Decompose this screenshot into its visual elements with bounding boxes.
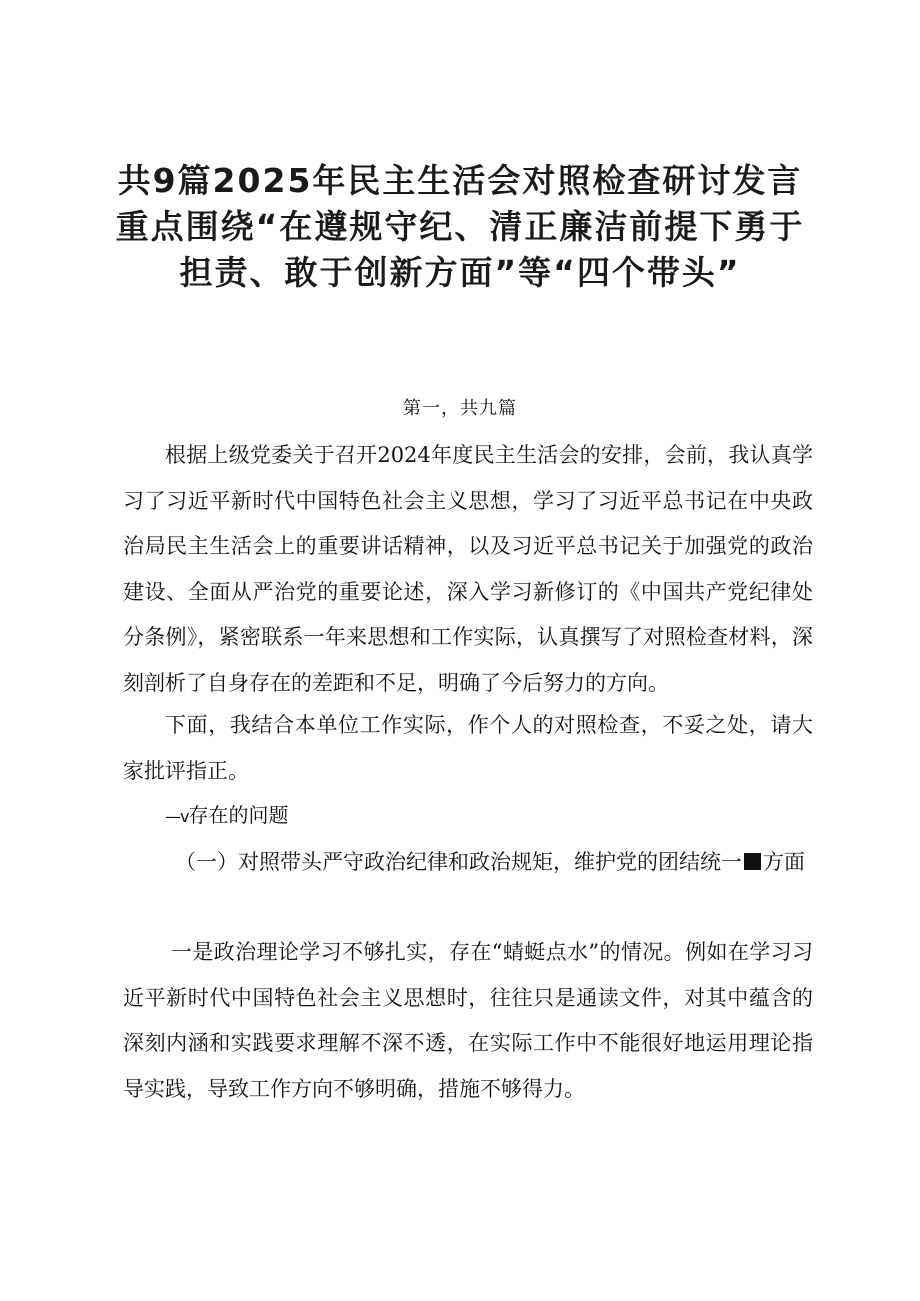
black-square-icon (744, 853, 761, 870)
paragraph-item-one (123, 840, 813, 886)
title-line-3: 担责、敢于创新方面”等“四个带头” (179, 253, 741, 292)
section-heading: 第一，共九篇 (403, 398, 517, 419)
paragraph-point-one: 一是政治理论学习不够扎实，存在“蜻蜓点水”的情况。例如在学习习近平新时代中国特色社会主义思想时，往往只是通读文件，对其中蕴含的深刻内涵和实践要求理解不深不透，在实际工作中不能很好地运用理论指导实践，导致工作方向不够明确，措施不够得力。 (123, 940, 813, 1101)
document-title (0, 158, 920, 296)
title-line-2: 重点围绕“在遵规守纪、清正廉洁前提下勇于 (115, 207, 805, 246)
item-one-text: （一）对照带头严守政治纪律和政治规矩，维护党的团结统一 (175, 850, 742, 874)
paragraph-intro: 根据上级党委关于召开2024年度民主生活会的安排，会前，我认真学习了习近平新时代中国特色社会主义思想，学习了习近平总书记在中央政治局民主生活会上的重要讲话精神，以及习近平总书记关于加强党的政治建设、全面从严治党的重要论述，深入学习新修订的《中国共产党纪律处分条例》，紧密联系一年来思想和工作实际，认真撰写了对照检查材料，深刻剖析了自身存在的差距和不足，明确了今后努力的方向。 (123, 443, 813, 695)
title-line-1: 共9篇2025年民主生活会对照检查研讨发言 (117, 161, 803, 200)
sub-heading-problems (165, 800, 288, 832)
sub-heading-text: 存在的问题 (188, 803, 289, 827)
heading-marker: —v (165, 807, 189, 826)
item-one-text-end: 方面 (763, 850, 805, 874)
paragraph-statement: 下面，我结合本单位工作实际，作个人的对照检查，不妥之处，请大家批评指正。 (123, 713, 813, 783)
